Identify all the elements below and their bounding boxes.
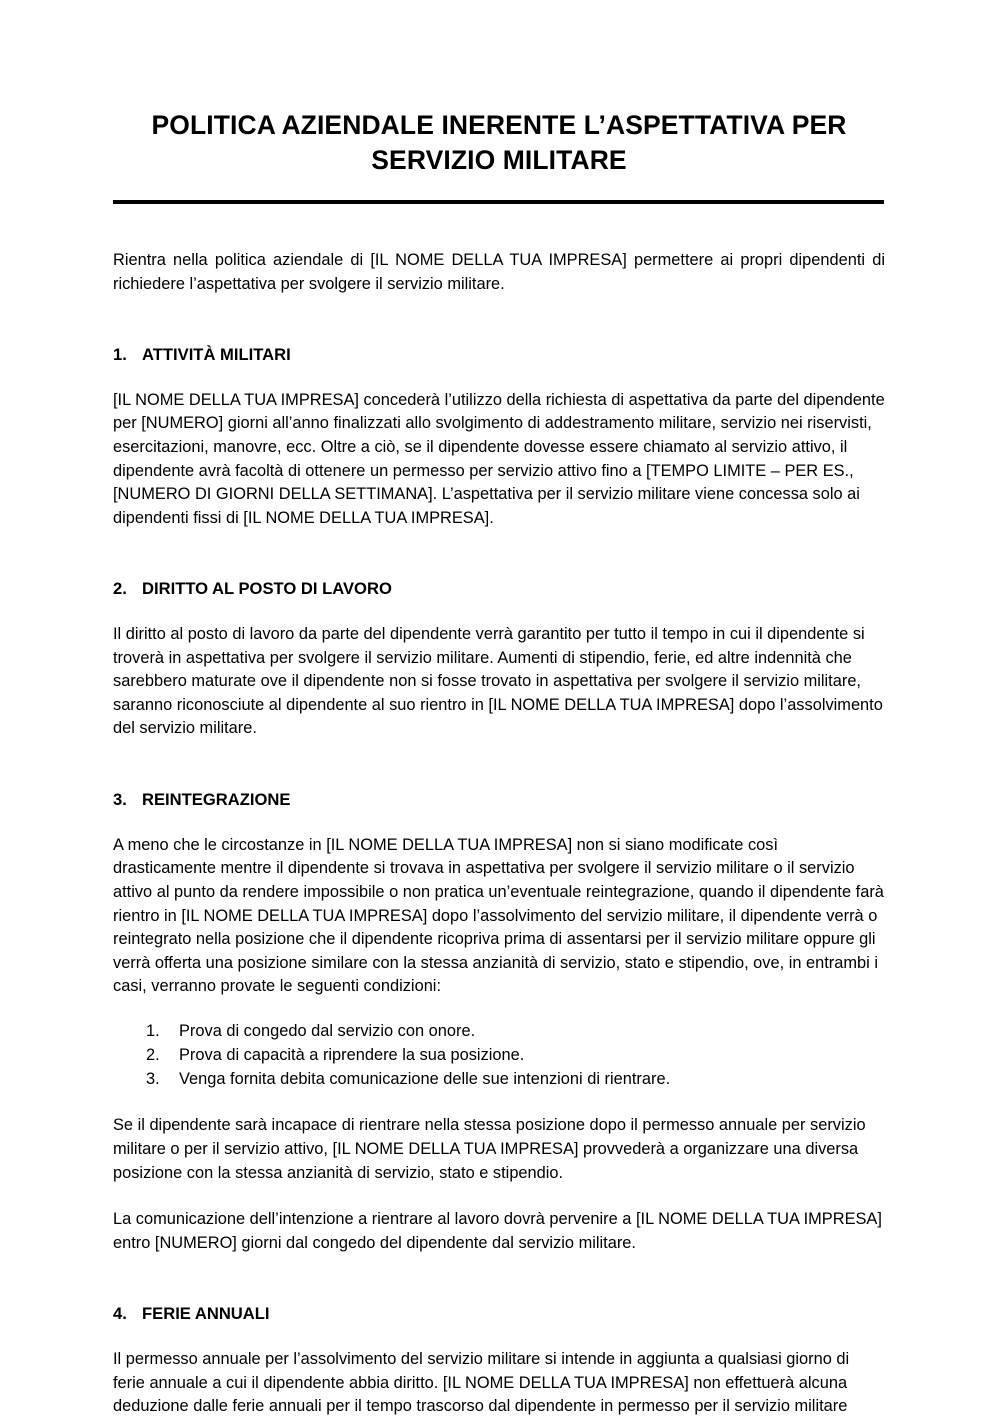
section-2-paragraph-1: Il diritto al posto di lavoro da parte del dipendente verrà garantito per tutto il tempo in cui il dipendente si troverà in aspettativa per svolgere il servizio militare. Aumenti di stipendio, ferie, ed altre indennità che sarebbero maturate ove il dipendente non si fosse trovato in aspettativa per svolgere il servizio militare, saranno riconosciute al dipendente al suo rientro in [IL NOME DELLA TUA IMPRESA] dopo l’assolvimento del servizio militare. <box>113 624 883 738</box>
section-1-label: ATTIVITÀ MILITARI <box>142 345 291 365</box>
section-3-number: 3. <box>113 790 127 810</box>
list-item-number: 2. <box>146 1046 160 1065</box>
list-item-number: 1. <box>146 1022 160 1040</box>
intro-paragraph: Rientra nella politica aziendale di [IL NOME DELLA TUA IMPRESA] permettere ai propri dipendenti di richiedere l’aspettativa per svolgere il servizio militare. <box>113 251 885 293</box>
page-title: POLITICA AZIENDALE INERENTE L’ASPETTATIVA PER SERVIZIO MILITARE <box>151 110 847 176</box>
list-item <box>113 1019 885 1043</box>
section-1-heading <box>113 326 885 366</box>
section-4-heading <box>113 1285 885 1325</box>
section-2-number: 2. <box>113 579 127 599</box>
list-item <box>113 1067 885 1091</box>
section-2-heading <box>113 560 885 600</box>
section-4-number: 4. <box>113 1304 127 1324</box>
list-item-text: Prova di capacità a riprendere la sua posizione. <box>179 1046 525 1065</box>
section-3-conditions-list <box>113 999 885 1091</box>
section-3-paragraph-2: Se il dipendente sarà incapace di rientrare nella stessa posizione dopo il permesso annuale per servizio militare o per il servizio attivo, [IL NOME DELLA TUA IMPRESA] provvederà a organizzare una diversa posizione con la stessa anzianità di servizio, stato e stipendio. <box>113 1116 866 1182</box>
section-4-paragraph-1: Il permesso annuale per l’assolvimento del servizio militare si intende in aggiunta a qualsiasi giorno di ferie annuale a cui il dipendente abbia diritto. [IL NOME DELLA TUA IMPRESA] non effettuerà alcuna deduzione dalle ferie annuali per il tempo trascorso dal dipendente in permesso per il servizio militare <box>113 1350 850 1416</box>
section-2 <box>113 530 885 741</box>
list-item-number: 3. <box>146 1070 160 1089</box>
section-3-paragraph-3: La comunicazione dell’intenzione a rientrare al lavoro dovrà pervenire a [IL NOME DELLA TUA IMPRESA] entro [NUMERO] giorni dal congedo del dipendente dal servizio militare. <box>113 1210 882 1252</box>
section-4 <box>113 1255 885 1418</box>
list-item <box>113 1043 885 1067</box>
section-1-number: 1. <box>113 345 127 365</box>
section-1 <box>113 296 885 530</box>
document-content <box>113 0 885 1419</box>
list-item-text: Venga fornita debita comunicazione delle sue intenzioni di rientrare. <box>179 1070 671 1089</box>
section-3-heading <box>113 771 885 811</box>
section-3-paragraph-1: A meno che le circostanze in [IL NOME DELLA TUA IMPRESA] non si siano modificate così drasticamente mentre il dipendente si trovava in aspettativa per svolgere il servizio militare o il servizio attivo al punto da rendere impossibile o non pratica un’eventuale reintegrazione, quando il dipendente farà rientro in [IL NOME DELLA TUA IMPRESA] dopo l’assolvimento del servizio militare, il dipendente verrà o reintegrato nella posizione che il dipendente ricopriva prima di assentarsi per il servizio militare oppure gli verrà offerta una posizione similare con la stessa anzianità di servizio, stato e stipendio, ove, in entrambi i casi, verranno provate le seguenti condizioni: <box>113 835 884 996</box>
section-4-label: FERIE ANNUALI <box>142 1304 270 1324</box>
section-3 <box>113 741 885 1255</box>
section-2-label: DIRITTO AL POSTO DI LAVORO <box>142 579 392 599</box>
section-3-label: REINTEGRAZIONE <box>142 790 291 810</box>
section-1-paragraph-1: [IL NOME DELLA TUA IMPRESA] concederà l’utilizzo della richiesta di aspettativa da parte del dipendente per [NUMERO] giorni all’anno finalizzati allo svolgimento di addestramento militare, servizio nei riservisti, esercitazioni, manovre, ecc. Oltre a ciò, se il dipendente dovesse essere chiamato al servizio attivo, il dipendente avrà facoltà di ottenere un permesso per servizio attivo fino a [TEMPO LIMITE – PER ES., [NUMERO DI GIORNI DELLA SETTIMANA]. L’aspettativa per il servizio militare viene concessa solo ai dipendenti fissi di [IL NOME DELLA TUA IMPRESA]. <box>113 390 885 527</box>
list-item-text: Prova di congedo dal servizio con onore. <box>179 1022 476 1040</box>
